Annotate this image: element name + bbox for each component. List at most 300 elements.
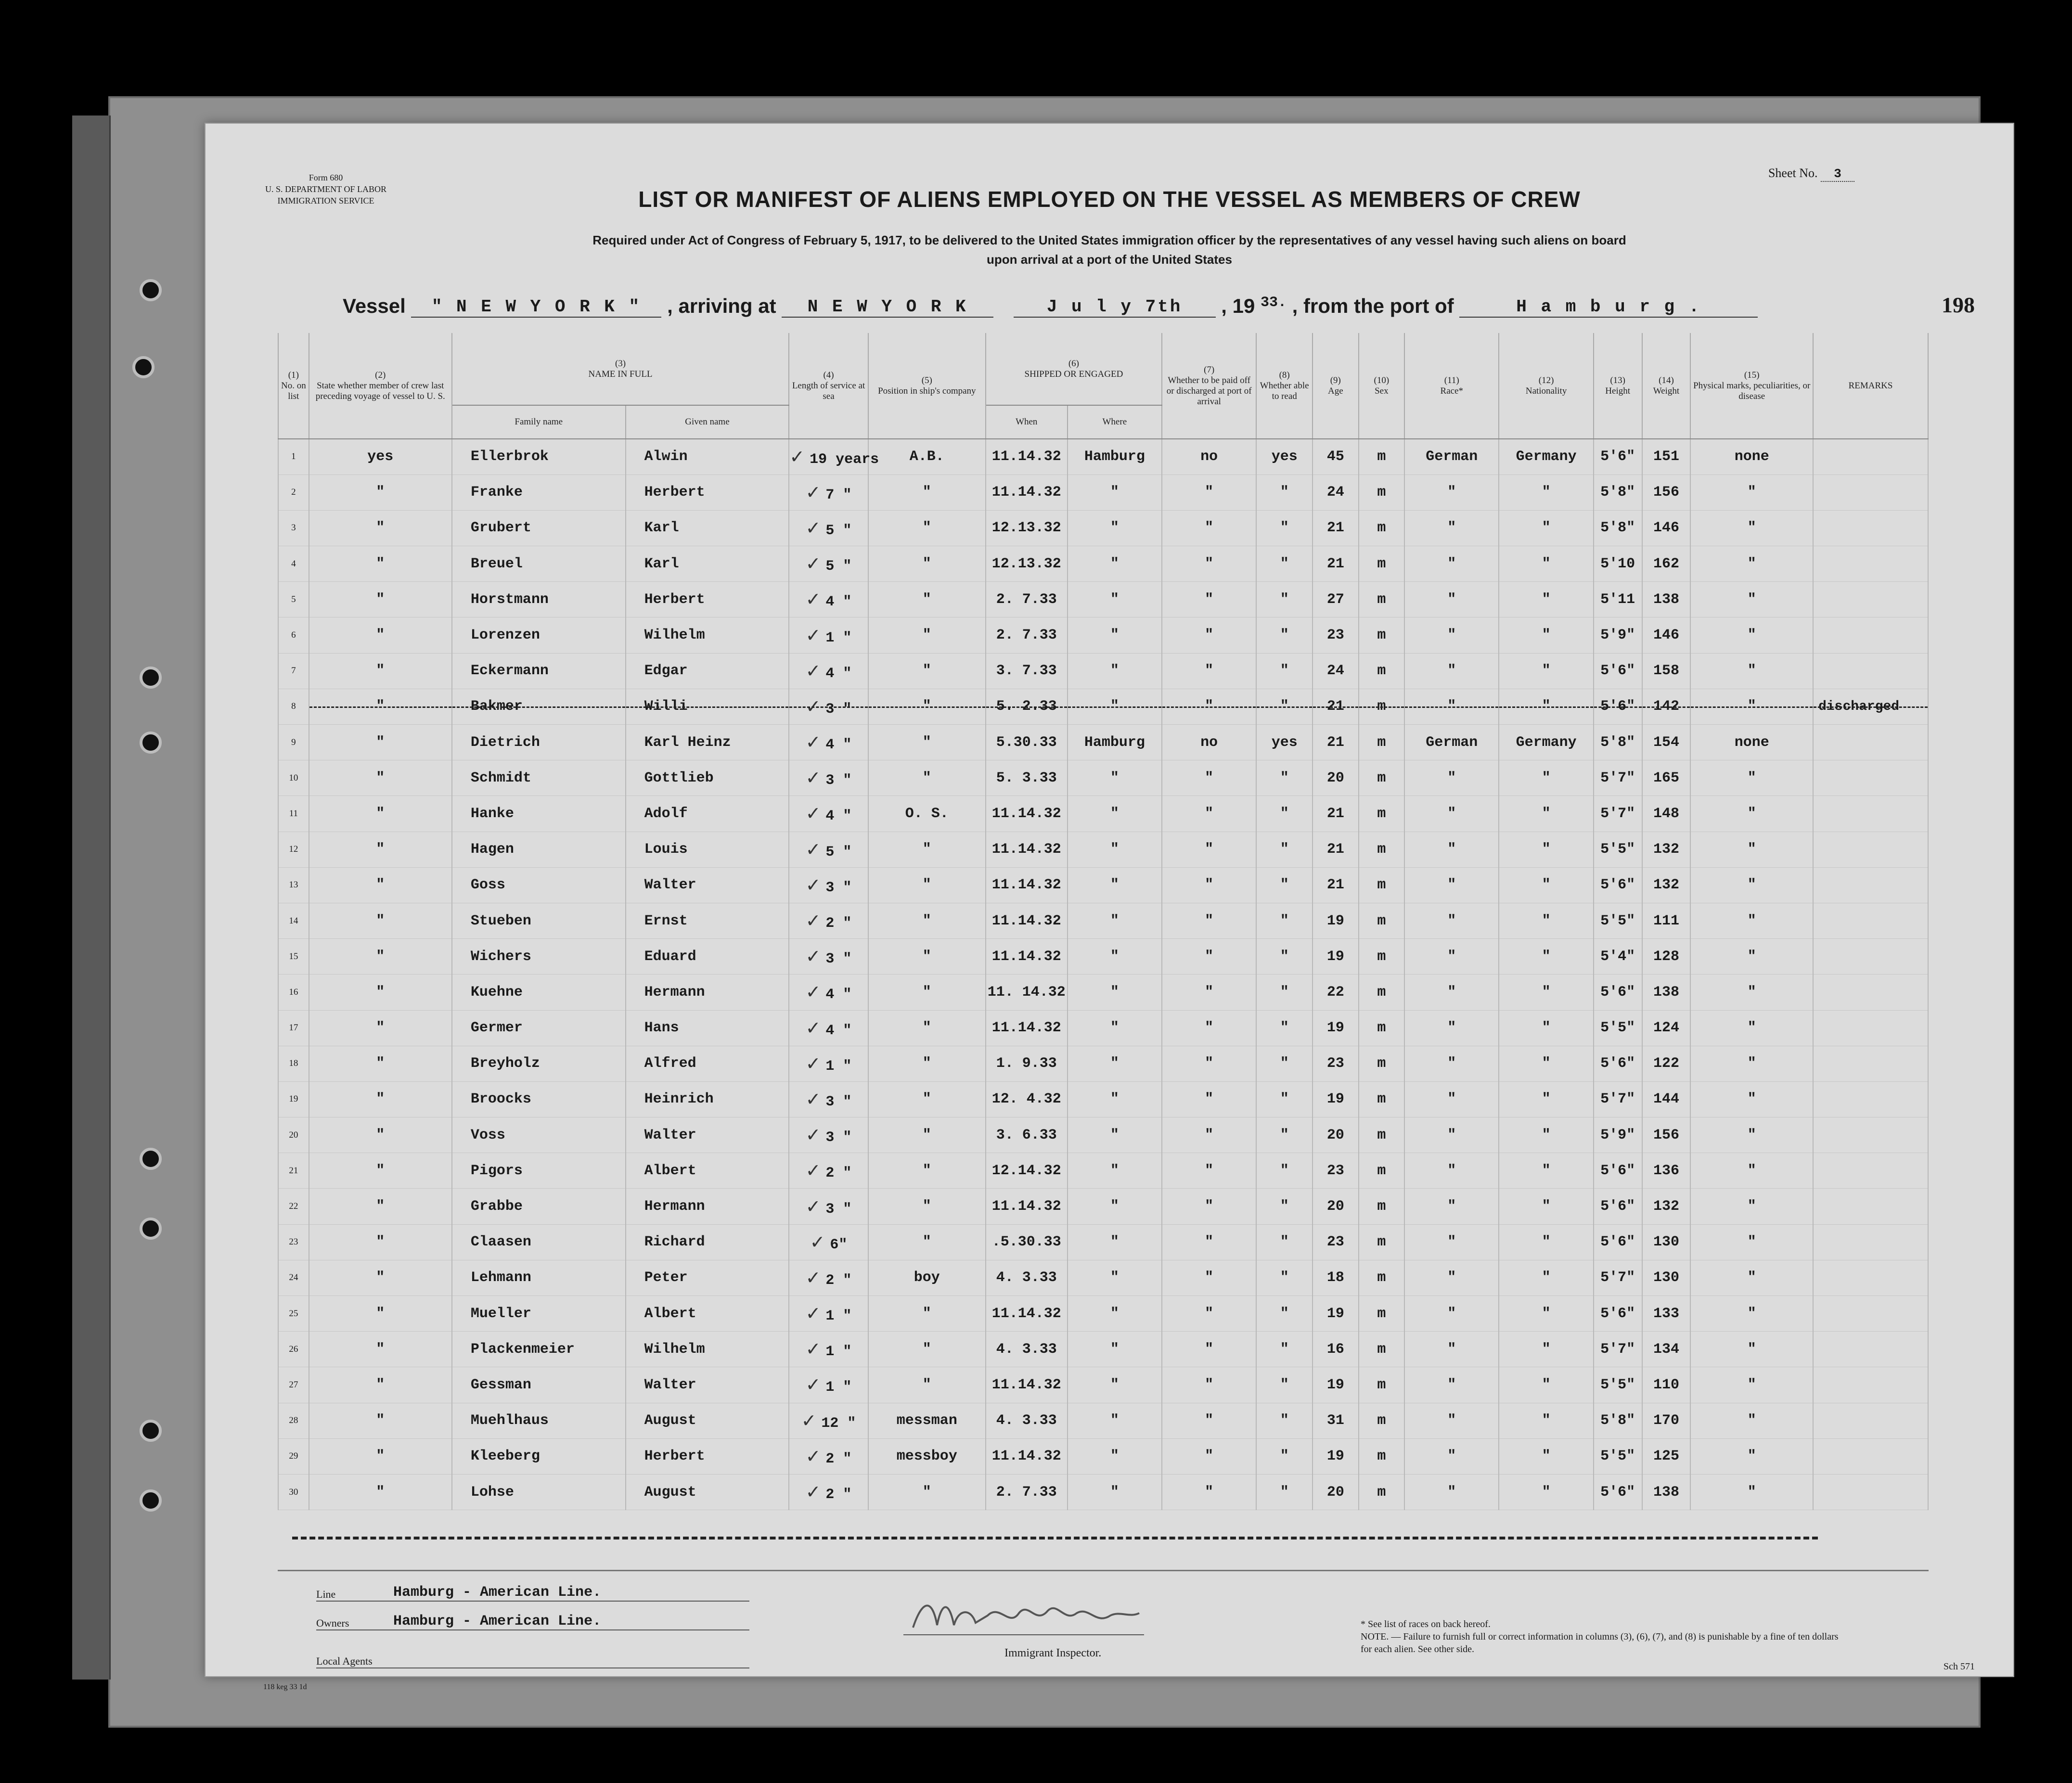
cell-height: 5'5" bbox=[1594, 1010, 1642, 1046]
col-title: REMARKS bbox=[1848, 380, 1893, 391]
col-title: Nationality bbox=[1525, 385, 1567, 396]
cell-age: 31 bbox=[1313, 1403, 1359, 1438]
cell-weight: 122 bbox=[1642, 1046, 1691, 1081]
cell-age: 24 bbox=[1313, 475, 1359, 510]
table-row bbox=[278, 939, 1928, 975]
cell-remarks bbox=[1813, 1438, 1928, 1474]
year-prefix: , 19 bbox=[1221, 295, 1255, 317]
cell-length-of-service bbox=[789, 1474, 868, 1510]
cell-able-to-read: " bbox=[1256, 1010, 1313, 1046]
checkmark-icon: ✓ bbox=[805, 554, 821, 575]
cell-length-of-service bbox=[789, 1367, 868, 1403]
col-title: Whether to be paid off or discharged at port of arrival bbox=[1166, 375, 1252, 407]
cell-nationality: " bbox=[1499, 1224, 1593, 1260]
cell-given-name: Hermann bbox=[626, 1189, 789, 1224]
cell-able-to-read: " bbox=[1256, 617, 1313, 653]
cell-shipped-when: 2. 7.33 bbox=[986, 582, 1068, 617]
cell-previous-voyage: " bbox=[309, 1438, 452, 1474]
cell-shipped-where: " bbox=[1068, 1081, 1162, 1117]
cell-able-to-read: " bbox=[1256, 1117, 1313, 1153]
cell-length-of-service bbox=[789, 1296, 868, 1332]
cell-length-of-service bbox=[789, 832, 868, 867]
service-value: 1 " bbox=[825, 1308, 852, 1325]
cell-family-name: Lohse bbox=[452, 1474, 626, 1510]
cell-height: 5'6" bbox=[1594, 439, 1642, 475]
col-title: Age bbox=[1327, 385, 1343, 396]
cell-remarks bbox=[1813, 1260, 1928, 1296]
line-value: Hamburg - American Line. bbox=[393, 1584, 602, 1601]
service-value: 4 " bbox=[825, 594, 852, 611]
checkmark-icon: ✓ bbox=[805, 1482, 821, 1503]
cell-remarks bbox=[1813, 1403, 1928, 1438]
cell-age: 20 bbox=[1313, 760, 1359, 796]
cell-age: 21 bbox=[1313, 725, 1359, 760]
cell-weight: 130 bbox=[1642, 1260, 1691, 1296]
cell-age: 27 bbox=[1313, 582, 1359, 617]
cell-length-of-service bbox=[789, 975, 868, 1010]
col-header-age bbox=[1313, 333, 1359, 439]
cell-shipped-where: " bbox=[1068, 1296, 1162, 1332]
cell-paid-off: " bbox=[1162, 1332, 1256, 1367]
cell-position: " bbox=[868, 510, 986, 546]
col-title: State whether member of crew last preceding voyage of vessel to U. S. bbox=[315, 380, 445, 401]
cell-shipped-when: 2. 7.33 bbox=[986, 617, 1068, 653]
service-value: 3 " bbox=[825, 772, 852, 789]
col-index: (8) bbox=[1279, 370, 1290, 380]
form-number: Form 680 bbox=[309, 173, 343, 182]
cell-weight: 165 bbox=[1642, 760, 1691, 796]
cell-height: 5'6" bbox=[1594, 867, 1642, 903]
schedule-number: Sch 571 bbox=[1943, 1661, 1975, 1672]
cell-able-to-read: " bbox=[1256, 975, 1313, 1010]
cell-shipped-when: 11.14.32 bbox=[986, 1367, 1068, 1403]
cell-shipped-where: Hamburg bbox=[1068, 725, 1162, 760]
cell-sex: m bbox=[1359, 617, 1405, 653]
cell-shipped-when: 12. 4.32 bbox=[986, 1081, 1068, 1117]
cell-given-name: Louis bbox=[626, 832, 789, 867]
cell-physical-marks: " bbox=[1690, 1046, 1813, 1081]
cell-able-to-read: " bbox=[1256, 475, 1313, 510]
service-value: 2 " bbox=[825, 915, 852, 932]
cell-able-to-read: " bbox=[1256, 1438, 1313, 1474]
cell-given-name: Herbert bbox=[626, 1438, 789, 1474]
cell-able-to-read: " bbox=[1256, 689, 1313, 724]
col-header-position bbox=[868, 333, 986, 439]
cell-race: " bbox=[1404, 689, 1499, 724]
cell-given-name: Hermann bbox=[626, 975, 789, 1010]
cell-able-to-read: " bbox=[1256, 1332, 1313, 1367]
cell-shipped-where: " bbox=[1068, 1403, 1162, 1438]
cell-nationality: Germany bbox=[1499, 725, 1593, 760]
inspector-signature bbox=[903, 1589, 1144, 1642]
service-name: IMMIGRATION SERVICE bbox=[277, 196, 374, 205]
cell-shipped-where: " bbox=[1068, 1153, 1162, 1189]
cell-length-of-service bbox=[789, 582, 868, 617]
cell-given-name: August bbox=[626, 1403, 789, 1438]
cell-row-number: 6 bbox=[278, 617, 309, 653]
cell-height: 5'7" bbox=[1594, 1081, 1642, 1117]
cell-paid-off: " bbox=[1162, 1474, 1256, 1510]
cell-weight: 133 bbox=[1642, 1296, 1691, 1332]
cell-race: " bbox=[1404, 653, 1499, 689]
binder-hole bbox=[140, 1489, 162, 1512]
service-value: 1 " bbox=[825, 629, 852, 646]
checkmark-icon: ✓ bbox=[805, 839, 821, 860]
col-header-name bbox=[452, 333, 789, 405]
department-name: U. S. DEPARTMENT OF LABOR bbox=[265, 184, 386, 194]
cell-previous-voyage: " bbox=[309, 867, 452, 903]
cell-weight: 148 bbox=[1642, 796, 1691, 832]
cell-weight: 132 bbox=[1642, 1189, 1691, 1224]
col-title: Race* bbox=[1440, 385, 1463, 396]
cell-position: " bbox=[868, 975, 986, 1010]
cell-weight: 128 bbox=[1642, 939, 1691, 975]
cell-length-of-service bbox=[789, 1153, 868, 1189]
cell-family-name: Voss bbox=[452, 1117, 626, 1153]
cell-nationality: " bbox=[1499, 1117, 1593, 1153]
cell-row-number: 26 bbox=[278, 1332, 309, 1367]
cell-able-to-read: " bbox=[1256, 653, 1313, 689]
cell-paid-off: " bbox=[1162, 867, 1256, 903]
cell-position: " bbox=[868, 1046, 986, 1081]
cell-remarks bbox=[1813, 1081, 1928, 1117]
cell-paid-off: " bbox=[1162, 1224, 1256, 1260]
cell-physical-marks: " bbox=[1690, 939, 1813, 975]
cell-race: " bbox=[1404, 1474, 1499, 1510]
cell-row-number: 24 bbox=[278, 1260, 309, 1296]
cell-row-number: 18 bbox=[278, 1046, 309, 1081]
cell-able-to-read: yes bbox=[1256, 725, 1313, 760]
cell-given-name: Albert bbox=[626, 1153, 789, 1189]
cell-length-of-service bbox=[789, 689, 868, 724]
cell-height: 5'8" bbox=[1594, 510, 1642, 546]
cell-shipped-where: " bbox=[1068, 689, 1162, 724]
cell-height: 5'8" bbox=[1594, 1403, 1642, 1438]
cell-physical-marks: " bbox=[1690, 689, 1813, 724]
cell-able-to-read: yes bbox=[1256, 439, 1313, 475]
cell-race: " bbox=[1404, 1010, 1499, 1046]
cell-height: 5'7" bbox=[1594, 1260, 1642, 1296]
cell-weight: 125 bbox=[1642, 1438, 1691, 1474]
cell-family-name: Grabbe bbox=[452, 1189, 626, 1224]
checkmark-icon: ✓ bbox=[805, 804, 821, 824]
cell-paid-off: " bbox=[1162, 582, 1256, 617]
departure-port: H a m b u r g . bbox=[1459, 297, 1758, 318]
binder-hole bbox=[132, 356, 154, 378]
cell-sex: m bbox=[1359, 1046, 1405, 1081]
cell-given-name: Heinrich bbox=[626, 1081, 789, 1117]
cell-remarks bbox=[1813, 1010, 1928, 1046]
cell-age: 23 bbox=[1313, 1224, 1359, 1260]
cell-shipped-where: " bbox=[1068, 832, 1162, 867]
cell-position: A.B. bbox=[868, 439, 986, 475]
cell-row-number: 21 bbox=[278, 1153, 309, 1189]
cell-able-to-read: " bbox=[1256, 546, 1313, 582]
table-row bbox=[278, 1153, 1928, 1189]
cell-given-name: Willi bbox=[626, 689, 789, 724]
cell-family-name: Claasen bbox=[452, 1224, 626, 1260]
cell-row-number: 14 bbox=[278, 903, 309, 938]
cell-length-of-service bbox=[789, 1224, 868, 1260]
checkmark-icon: ✓ bbox=[805, 1375, 821, 1396]
cell-age: 19 bbox=[1313, 1081, 1359, 1117]
cell-row-number: 25 bbox=[278, 1296, 309, 1332]
table-row bbox=[278, 1081, 1928, 1117]
col-header-previous-voyage bbox=[309, 333, 452, 439]
cell-length-of-service bbox=[789, 1260, 868, 1296]
service-value: 3 " bbox=[825, 1201, 852, 1218]
service-value: 5 " bbox=[825, 558, 852, 575]
col-index: (1) bbox=[288, 370, 299, 380]
races-note: * See list of races on back hereof. bbox=[1361, 1619, 1491, 1629]
cell-race: German bbox=[1404, 439, 1499, 475]
cell-position: " bbox=[868, 867, 986, 903]
cell-previous-voyage: " bbox=[309, 1189, 452, 1224]
cell-previous-voyage: " bbox=[309, 475, 452, 510]
cell-given-name: Walter bbox=[626, 867, 789, 903]
table-row bbox=[278, 903, 1928, 938]
cell-previous-voyage: " bbox=[309, 1474, 452, 1510]
cell-physical-marks: " bbox=[1690, 1260, 1813, 1296]
cell-sex: m bbox=[1359, 1117, 1405, 1153]
cell-previous-voyage: " bbox=[309, 1403, 452, 1438]
table-row bbox=[278, 1367, 1928, 1403]
cell-race: " bbox=[1404, 582, 1499, 617]
owners-value: Hamburg - American Line. bbox=[393, 1613, 602, 1629]
cell-shipped-when: 12.13.32 bbox=[986, 510, 1068, 546]
cell-physical-marks: " bbox=[1690, 1081, 1813, 1117]
cell-able-to-read: " bbox=[1256, 1367, 1313, 1403]
col-header-paid-off bbox=[1162, 333, 1256, 439]
cell-row-number: 19 bbox=[278, 1081, 309, 1117]
cell-family-name: Gessman bbox=[452, 1367, 626, 1403]
cell-nationality: " bbox=[1499, 1403, 1593, 1438]
binder-hole bbox=[140, 279, 162, 301]
service-value: 4 " bbox=[825, 987, 852, 1003]
cell-remarks bbox=[1813, 546, 1928, 582]
cell-shipped-when: 11.14.32 bbox=[986, 1296, 1068, 1332]
cell-length-of-service bbox=[789, 510, 868, 546]
cell-length-of-service bbox=[789, 867, 868, 903]
cell-shipped-when: 2. 7.33 bbox=[986, 1474, 1068, 1510]
cell-race: " bbox=[1404, 1153, 1499, 1189]
cell-shipped-where: " bbox=[1068, 1332, 1162, 1367]
binder-hole bbox=[140, 1218, 162, 1240]
table-row bbox=[278, 1224, 1928, 1260]
cell-weight: 146 bbox=[1642, 510, 1691, 546]
cell-sex: m bbox=[1359, 975, 1405, 1010]
binder-hole bbox=[140, 667, 162, 689]
cell-remarks bbox=[1813, 1117, 1928, 1153]
cell-row-number: 3 bbox=[278, 510, 309, 546]
cell-weight: 146 bbox=[1642, 617, 1691, 653]
checkmark-icon: ✓ bbox=[805, 768, 821, 789]
cell-age: 19 bbox=[1313, 1296, 1359, 1332]
cell-physical-marks: " bbox=[1690, 582, 1813, 617]
cell-race: " bbox=[1404, 1260, 1499, 1296]
checkmark-icon: ✓ bbox=[805, 1304, 821, 1324]
cell-nationality: " bbox=[1499, 867, 1593, 903]
cell-nationality: " bbox=[1499, 975, 1593, 1010]
cell-physical-marks: " bbox=[1690, 796, 1813, 832]
col-header-number bbox=[278, 333, 309, 439]
cell-physical-marks: " bbox=[1690, 1332, 1813, 1367]
cell-physical-marks: " bbox=[1690, 1189, 1813, 1224]
checkmark-icon: ✓ bbox=[805, 1446, 821, 1467]
cell-position: " bbox=[868, 1189, 986, 1224]
cell-race: " bbox=[1404, 760, 1499, 796]
cell-race: " bbox=[1404, 975, 1499, 1010]
cell-previous-voyage: " bbox=[309, 1153, 452, 1189]
cell-shipped-where: " bbox=[1068, 1224, 1162, 1260]
cell-family-name: Germer bbox=[452, 1010, 626, 1046]
cell-remarks bbox=[1813, 903, 1928, 938]
cell-able-to-read: " bbox=[1256, 867, 1313, 903]
cell-previous-voyage: " bbox=[309, 1296, 452, 1332]
cell-able-to-read: " bbox=[1256, 832, 1313, 867]
cell-sex: m bbox=[1359, 1224, 1405, 1260]
cell-sex: m bbox=[1359, 867, 1405, 903]
cell-position: " bbox=[868, 832, 986, 867]
cell-row-number: 10 bbox=[278, 760, 309, 796]
checkmark-icon: ✓ bbox=[805, 911, 821, 932]
cell-paid-off: " bbox=[1162, 689, 1256, 724]
cell-weight: 136 bbox=[1642, 1153, 1691, 1189]
cell-given-name: Karl Heinz bbox=[626, 725, 789, 760]
cell-age: 21 bbox=[1313, 689, 1359, 724]
cell-age: 19 bbox=[1313, 1438, 1359, 1474]
cell-race: " bbox=[1404, 796, 1499, 832]
cell-remarks bbox=[1813, 510, 1928, 546]
manifest-rows bbox=[278, 439, 1928, 1510]
cell-shipped-where: " bbox=[1068, 1010, 1162, 1046]
cell-paid-off: " bbox=[1162, 475, 1256, 510]
cell-nationality: " bbox=[1499, 796, 1593, 832]
checkmark-icon: ✓ bbox=[805, 1089, 821, 1110]
cell-paid-off: " bbox=[1162, 1438, 1256, 1474]
cell-nationality: " bbox=[1499, 475, 1593, 510]
line-field bbox=[316, 1584, 749, 1601]
cell-age: 21 bbox=[1313, 546, 1359, 582]
binder-hole bbox=[140, 1420, 162, 1442]
cell-sex: m bbox=[1359, 475, 1405, 510]
cell-age: 23 bbox=[1313, 617, 1359, 653]
col-index: (11) bbox=[1444, 375, 1459, 385]
cell-remarks bbox=[1813, 796, 1928, 832]
cell-previous-voyage: " bbox=[309, 1224, 452, 1260]
cell-weight: 132 bbox=[1642, 832, 1691, 867]
cell-length-of-service bbox=[789, 546, 868, 582]
col-header-remarks bbox=[1813, 333, 1928, 439]
checkmark-icon: ✓ bbox=[805, 875, 821, 896]
cell-paid-off: " bbox=[1162, 796, 1256, 832]
year-suffix: 33. bbox=[1260, 295, 1287, 311]
cell-able-to-read: " bbox=[1256, 1189, 1313, 1224]
cell-race: " bbox=[1404, 1296, 1499, 1332]
cell-physical-marks: " bbox=[1690, 867, 1813, 903]
cell-weight: 132 bbox=[1642, 867, 1691, 903]
cell-sex: m bbox=[1359, 546, 1405, 582]
cell-length-of-service bbox=[789, 475, 868, 510]
vessel-name: " N E W Y O R K " bbox=[411, 297, 661, 318]
cell-age: 19 bbox=[1313, 1010, 1359, 1046]
cell-shipped-where: " bbox=[1068, 582, 1162, 617]
cell-remarks bbox=[1813, 439, 1928, 475]
cell-able-to-read: " bbox=[1256, 1153, 1313, 1189]
cell-length-of-service bbox=[789, 903, 868, 938]
cell-physical-marks: " bbox=[1690, 1367, 1813, 1403]
subtitle-line-2: upon arrival at a port of the United States bbox=[987, 252, 1232, 267]
cell-family-name: Lehmann bbox=[452, 1260, 626, 1296]
checkmark-icon: ✓ bbox=[805, 661, 821, 681]
cell-nationality: " bbox=[1499, 1081, 1593, 1117]
cell-sex: m bbox=[1359, 653, 1405, 689]
cell-shipped-when: 3. 6.33 bbox=[986, 1117, 1068, 1153]
table-row bbox=[278, 689, 1928, 724]
cell-height: 5'6" bbox=[1594, 1189, 1642, 1224]
cell-nationality: " bbox=[1499, 582, 1593, 617]
cell-row-number: 28 bbox=[278, 1403, 309, 1438]
cell-age: 21 bbox=[1313, 832, 1359, 867]
cell-given-name: Hans bbox=[626, 1010, 789, 1046]
cell-length-of-service bbox=[789, 1010, 868, 1046]
cell-position: " bbox=[868, 475, 986, 510]
cell-height: 5'8" bbox=[1594, 725, 1642, 760]
cell-length-of-service bbox=[789, 1081, 868, 1117]
cell-length-of-service bbox=[789, 760, 868, 796]
cell-physical-marks: " bbox=[1690, 1010, 1813, 1046]
cell-sex: m bbox=[1359, 903, 1405, 938]
cell-family-name: Plackenmeier bbox=[452, 1332, 626, 1367]
cell-race: " bbox=[1404, 867, 1499, 903]
cell-family-name: Hanke bbox=[452, 796, 626, 832]
cell-weight: 134 bbox=[1642, 1332, 1691, 1367]
cell-length-of-service bbox=[789, 725, 868, 760]
cell-age: 19 bbox=[1313, 1367, 1359, 1403]
col-title: Whether able to read bbox=[1260, 380, 1309, 401]
cell-age: 21 bbox=[1313, 510, 1359, 546]
cell-position: " bbox=[868, 1296, 986, 1332]
cell-able-to-read: " bbox=[1256, 1260, 1313, 1296]
cell-race: " bbox=[1404, 617, 1499, 653]
checkmark-icon: ✓ bbox=[805, 1339, 821, 1360]
cell-weight: 170 bbox=[1642, 1403, 1691, 1438]
col-title: SHIPPED OR ENGAGED bbox=[1024, 369, 1123, 379]
cell-weight: 151 bbox=[1642, 439, 1691, 475]
cell-previous-voyage: " bbox=[309, 1367, 452, 1403]
cell-position: " bbox=[868, 1081, 986, 1117]
cell-position: " bbox=[868, 1367, 986, 1403]
page-number: 198 bbox=[1942, 293, 1975, 317]
cell-paid-off: " bbox=[1162, 1367, 1256, 1403]
col-header-weight bbox=[1642, 333, 1691, 439]
cell-given-name: Herbert bbox=[626, 475, 789, 510]
service-value: 2 " bbox=[825, 1487, 852, 1503]
cell-nationality: " bbox=[1499, 1046, 1593, 1081]
cell-weight: 111 bbox=[1642, 903, 1691, 938]
cell-length-of-service bbox=[789, 1117, 868, 1153]
cell-height: 5'6" bbox=[1594, 1046, 1642, 1081]
cell-family-name: Stueben bbox=[452, 903, 626, 938]
cell-race: " bbox=[1404, 1224, 1499, 1260]
cell-given-name: Wilhelm bbox=[626, 1332, 789, 1367]
table-row bbox=[278, 1296, 1928, 1332]
col-index: (14) bbox=[1659, 375, 1674, 385]
cell-shipped-when: 11.14.32 bbox=[986, 475, 1068, 510]
col-index: (13) bbox=[1610, 375, 1625, 385]
cell-shipped-where: " bbox=[1068, 1117, 1162, 1153]
cell-position: " bbox=[868, 1474, 986, 1510]
